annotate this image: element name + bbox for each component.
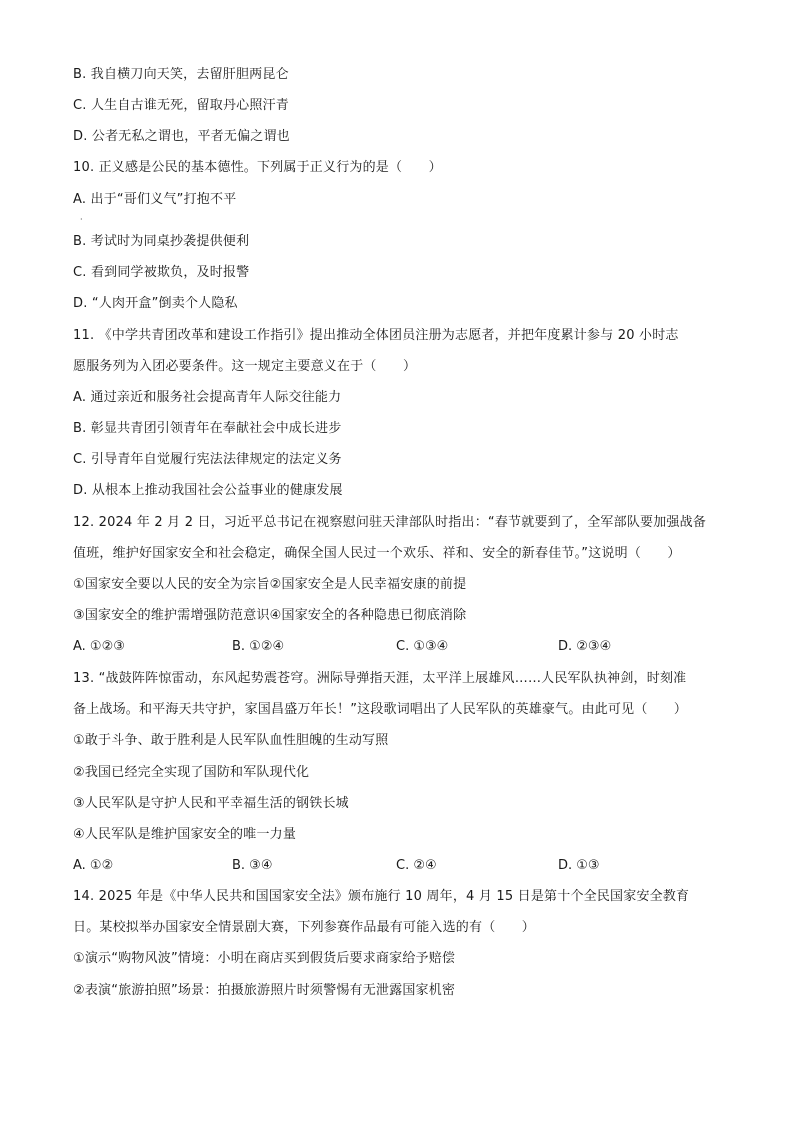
q13-option-b: B. ③④ (232, 858, 273, 873)
q14-stem-line2: 日。某校拟举办国家安全情景剧大赛，下列参赛作品最有可能入选的有（ ） (73, 920, 536, 935)
q13-option-c: C. ②④ (396, 858, 437, 873)
q14-stem-line1: 14. 2025 年是《中华人民共和国国家安全法》颁布施行 10 周年，4 月 15 日是第十个全民国家安全教育 (73, 889, 690, 904)
q13-options (73, 857, 733, 875)
q10-option-b: B. 考试时为同桌抄袭提供便利 (73, 234, 250, 249)
q11-stem-line1: 11. 《中学共青团改革和建设工作指引》提出推动全体团员注册为志愿者，并把年度累计参与 20 小时志 (73, 328, 679, 343)
q13-option-d: D. ①③ (558, 858, 600, 873)
q9-option-b: B. 我自横刀向天笑，去留肝胆两昆仑 (73, 67, 289, 82)
q9-option-c: C. 人生自古谁无死，留取丹心照汗青 (73, 98, 289, 113)
q10-option-a: A. 出于“哥们义气”打抱不平 (73, 192, 237, 207)
q11-option-b: B. 彰显共青团引领青年在奉献社会中成长进步 (73, 421, 342, 436)
q11-option-d: D. 从根本上推动我国社会公益事业的健康发展 (73, 483, 343, 498)
q12-option-c: C. ①③④ (396, 639, 449, 654)
q11-option-a: A. 通过亲近和服务社会提高青年人际交往能力 (73, 390, 342, 405)
q12-option-d: D. ②③④ (558, 639, 612, 654)
q12-statements-3-4: ③国家安全的维护需增强防范意识④国家安全的各种隐患已彻底消除 (73, 608, 467, 623)
q14-statement-1: ①演示“购物风波”情境：小明在商店买到假货后要求商家给予赔偿 (73, 951, 456, 966)
q13-option-a: A. ①② (73, 858, 114, 873)
stray-dot: · (80, 215, 83, 224)
q13-statement-3: ③人民军队是守护人民和平幸福生活的钢铁长城 (73, 796, 349, 811)
q11-stem-line2: 愿服务列为入团必要条件。这一规定主要意义在于（ ） (73, 359, 417, 374)
q10-option-d: D. “人肉开盒”倒卖个人隐私 (73, 296, 238, 311)
q13-stem-line2: 备上战场。和平海天共守护，家国昌盛万年长！”这段歌词唱出了人民军队的英雄豪气。由此可见（ ） (73, 702, 688, 717)
q12-stem-line2: 值班，维护好国家安全和社会稳定，确保全国人民过一个欢乐、祥和、安全的新春佳节。”这说明（ ） (73, 546, 681, 561)
q14-statement-2: ②表演“旅游拍照”场景：拍摄旅游照片时须警惕有无泄露国家机密 (73, 983, 456, 998)
q12-option-a: A. ①②③ (73, 639, 125, 654)
q12-option-b: B. ①②④ (232, 639, 285, 654)
q10-option-c: C. 看到同学被欺负，及时报警 (73, 265, 250, 280)
q13-stem-line1: 13. “战鼓阵阵惊雷动，东风起势震苍穹。洲际导弹指天涯，太平洋上展雄风……人民军队执神剑，时刻准 (73, 671, 687, 686)
q13-statement-2: ②我国已经完全实现了国防和军队现代化 (73, 765, 310, 780)
q12-stem-line1: 12. 2024 年 2 月 2 日，习近平总书记在视察慰问驻天津部队时指出：“春节就要到了，全军部队要加强战备 (73, 515, 707, 530)
q13-statement-4: ④人民军队是维护国家安全的唯一力量 (73, 827, 297, 842)
q12-statements-1-2: ①国家安全要以人民的安全为宗旨②国家安全是人民幸福安康的前提 (73, 577, 467, 592)
q12-options (73, 638, 733, 656)
q10-stem: 10. 正义感是公民的基本德性。下列属于正义行为的是（ ） (73, 160, 442, 175)
q11-option-c: C. 引导青年自觉履行宪法法律规定的法定义务 (73, 452, 342, 467)
q13-statement-1: ①敢于斗争、敢于胜利是人民军队血性胆魄的生动写照 (73, 733, 389, 748)
q9-option-d: D. 公者无私之谓也，平者无偏之谓也 (73, 129, 290, 144)
